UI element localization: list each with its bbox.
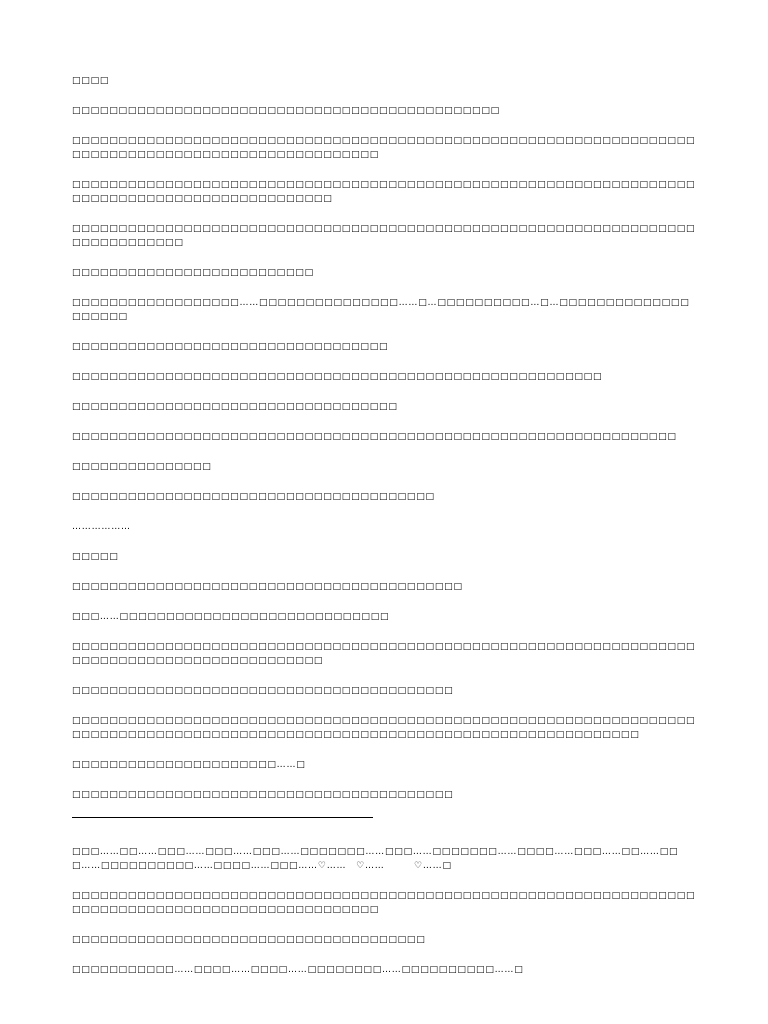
paragraph: □□□□□□□□□□□□□□□□□□□□□□□□□□□□□□□□□□ xyxy=(72,342,389,352)
paragraph: □□□□□□□□□□□□□□□□□□□□□□□□□□□□□□□□□□□□□□□□□□□□□□□□□□□□□□□□□□□□□□□□□□□□□□□□□□□□□□□□□□□□□□□□□□□□□□□□□□□□□□□□□□□□□□□□□□□□□□□□□□□□□□□□ xyxy=(72,716,696,740)
paragraph: □□□□□□□□□□□□□□□□□□□□□□□□□□□□□□□□□□□□□□□□□□ xyxy=(72,582,463,592)
paragraph: □□□□□□□□□□□□□□□□□□□□□□……□ xyxy=(72,760,306,770)
paragraph: □□□□□□□□□□□□□□□□□□……□□□□□□□□□□□□□□□……□…□□□□□□□□□□…□…□□□□□□□□□□□□□□□□□□□□ xyxy=(72,298,690,322)
paragraph: □□□□□□□□□□□□□□□□□□□□□□□□□□□□□□□□□□□□□□□□□ xyxy=(72,686,454,696)
paragraph: □□□□□□□□□□□□□□□□□□□□□□□□□□□□□□□□□□□□□□□□□□□□□□□□□□□□□□□□□ xyxy=(72,372,603,382)
paragraph: □□□□□□□□□□□□□□□□□□□□□□□□□□□□□□□□□□□□□□□□□□□□□□□□□□□□□□□□□□□□□□□□□□□□□□□□□□□□□□□□□□□□□□□□□□□□□□ xyxy=(72,642,696,666)
paragraph: □□□□□□□□□□□□□□□□□□□□□□□□□□□□□□□□□□□ xyxy=(72,402,398,412)
paragraph: □□□□□□□□□□□□□□□□□□□□□□□□□□□□□□□□□□□□□□□□□□□□□□□□□□□□□□□□□□□□□□□□□□□□□□□□□□□□□□□□□□□□□□□□□□□□□□□ xyxy=(72,180,696,204)
ellipsis-separator: ……………… xyxy=(72,522,131,532)
paragraph: □□□□□□□□□□□□□□□□□□□□□□□□□□□□□□□□□□□□□□□□□□□□□□□□□□□□□□□□□□□□□□□□□□□□□□□□□□□□□□□□□□□□□□□□□□□□□□□□□□□□ xyxy=(72,136,696,160)
paragraph: □□□□□□□□□□□□□□□□□□□□□□□□□□□□□□□□□□□□□□□□□□□□□□ xyxy=(72,106,500,116)
paragraph-heading: □□□□□ xyxy=(72,552,119,562)
paragraph: □□□□□□□□□□□□□□□□□□□□□□□□□□□□□□□□□□□□□□□□□□□□□□□□□□□□□□□□□□□□□□□□□□□□□□□□□□□□□□□ xyxy=(72,224,696,248)
paragraph: □□□□□□□□□□□□□□□ xyxy=(72,462,212,472)
paragraph: □□□□□□□□□□□□□□□□□□□□□□□□□□□□□□□□□□□□□□□□□□□□□□□□□□□□□□□□□□□□□□□□□□□□□□□□□□□□□□□□□□□□□□□□□□□□□□□□□□□□ xyxy=(72,891,696,915)
paragraph: □□□□□□□□□□□□□□□□□□□□□□□□□□□□□□□□□□□□□□□□□□□□□□□□□□□□□□□□□□□□□□□□□ xyxy=(72,432,677,442)
paragraph: □□□□□□□□□□□□□□□□□□□□□□□□□□ xyxy=(72,268,314,278)
document-page xyxy=(72,74,698,977)
paragraph: □□□□□□□□□□□……□□□□……□□□□……□□□□□□□□……□□□□□□□□□□……□ xyxy=(72,965,524,975)
paragraph: □□□□□□□□□□□□□□□□□□□□□□□□□□□□□□□□□□□□□□ xyxy=(72,935,426,945)
paragraph: □□□□□□□□□□□□□□□□□□□□□□□□□□□□□□□□□□□□□□□ xyxy=(72,492,435,502)
paragraph: □□□……□□□□□□□□□□□□□□□□□□□□□□□□□□□□□ xyxy=(72,612,390,622)
paragraph: □□□□□□□□□□□□□□□□□□□□□□□□□□□□□□□□□□□□□□□□□ xyxy=(72,790,454,800)
paragraph: □□□……□□……□□□……□□□……□□□……□□□□□□□……□□□……□□□□□□□……□□□□……□□□……□□……□□□……□□□□□□□□□□……□□□□……□□□……♡…… ♡…… ♡……□ xyxy=(72,847,679,871)
paragraph-heading: □□□□ xyxy=(72,76,110,86)
